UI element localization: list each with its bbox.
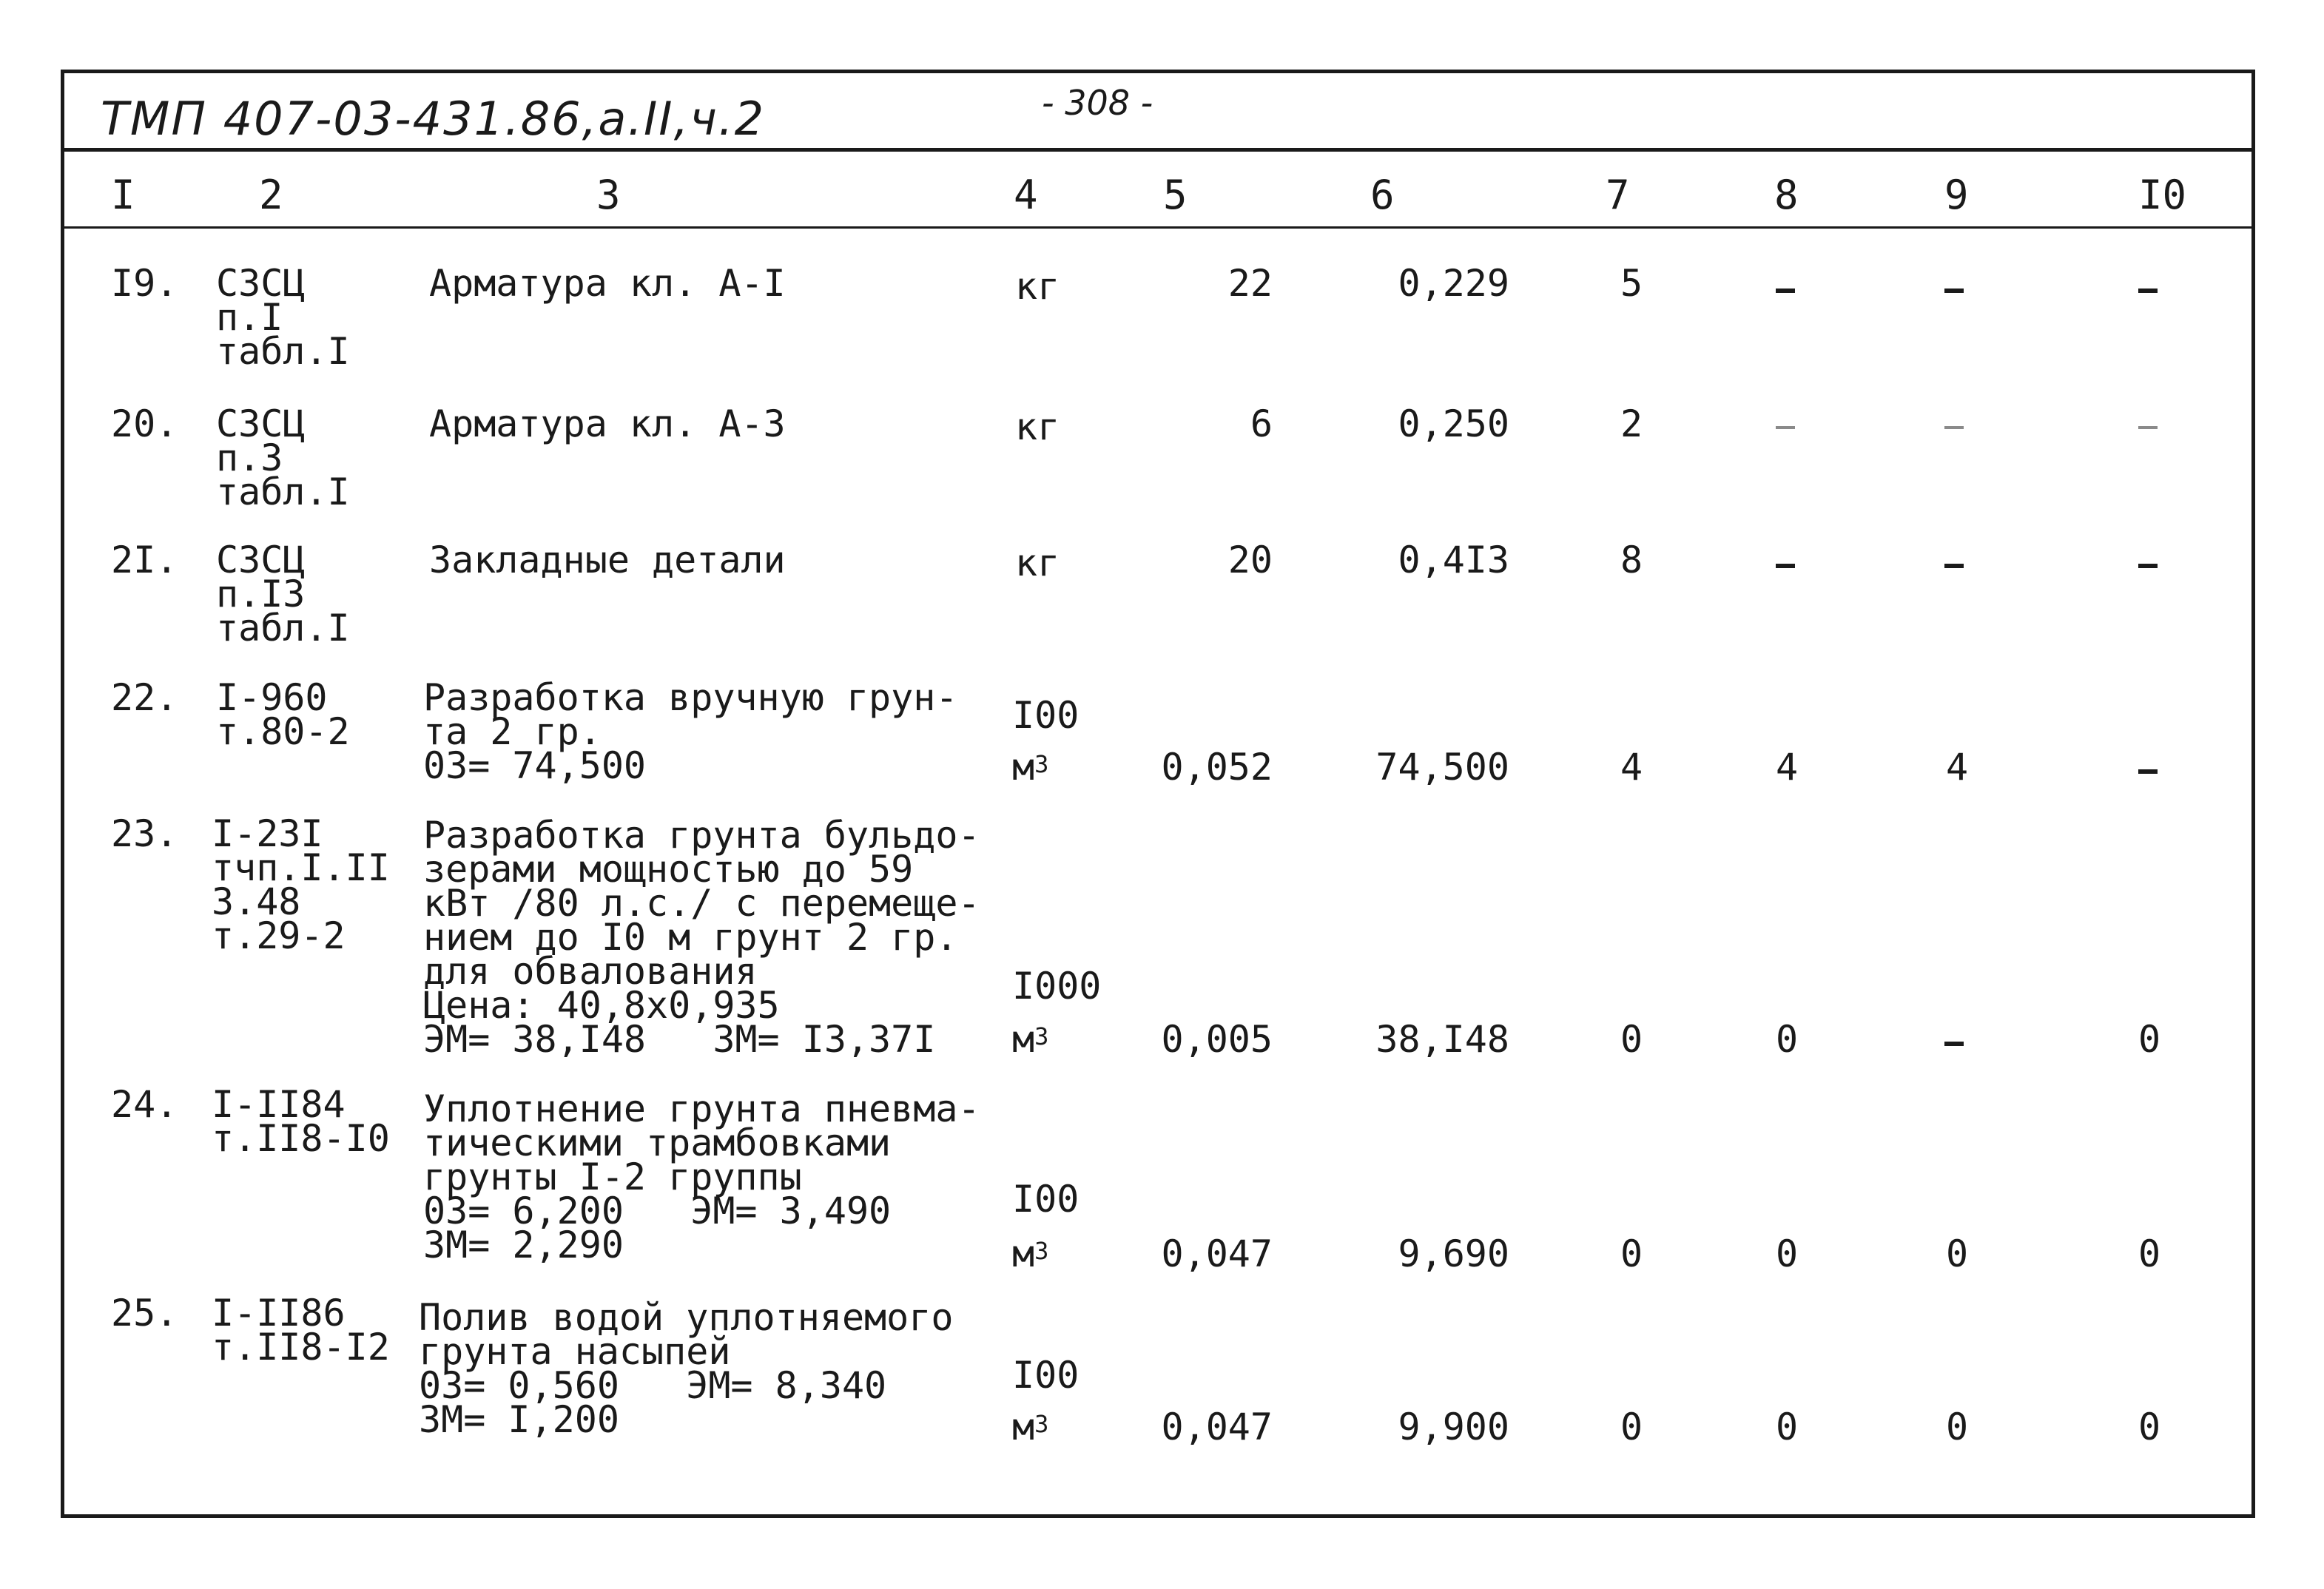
unit: $м^3$ [1012, 1406, 1049, 1448]
row-number: 23. [111, 812, 178, 855]
column-header-10: I0 [2138, 172, 2187, 218]
column-7-value: 0 [1620, 1232, 1643, 1275]
norm-code: СЗСЦ п.3 табл.I [216, 402, 350, 513]
column-10-value: 0 [2138, 1018, 2161, 1061]
column-10-value: 0 [2138, 1232, 2161, 1275]
column-header-2: 2 [259, 172, 283, 218]
empty-dash [1944, 426, 1964, 429]
empty-dash [1776, 426, 1795, 429]
column-10-value: 0 [2138, 1406, 2161, 1448]
column-8-value: 0 [1775, 1232, 1799, 1275]
unit: кг [1015, 405, 1060, 448]
work-description: Уплотнение грунта пневма- тическими трамбовками грунты I-2 группы 03= 6,200 ЭМ= 3,490 ЗМ= 2,290 [423, 1087, 980, 1266]
empty-dash [2138, 769, 2158, 774]
unit-price: 74,500 [1375, 746, 1509, 789]
norm-code: I-960 т.80-2 [216, 676, 350, 753]
header-divider [61, 226, 2255, 229]
column-9-value: 0 [1945, 1232, 1969, 1275]
column-8-value: 4 [1775, 746, 1799, 789]
column-8-value: 0 [1775, 1018, 1799, 1061]
empty-dash [1776, 564, 1795, 568]
unit-price: 9,900 [1398, 1406, 1509, 1448]
unit: $м^3$ [1012, 1232, 1049, 1275]
empty-dash [1776, 289, 1795, 293]
work-description: Арматура кл. А-I [429, 262, 786, 305]
norm-code: I-II84 т.II8-I0 [212, 1083, 390, 1160]
unit-price: 0,229 [1398, 262, 1509, 305]
column-9-value: 4 [1945, 746, 1969, 789]
column-header-4: 4 [1014, 172, 1038, 218]
norm-code: I-II86 т.II8-I2 [212, 1292, 390, 1369]
page-number: - 308 - [1042, 83, 1153, 123]
column-7-value: 8 [1620, 539, 1643, 581]
document-code: ТМП 407-03-431.86,а.II,ч.2 [101, 92, 766, 146]
column-header-7: 7 [1606, 172, 1630, 218]
empty-dash [2138, 564, 2158, 568]
quantity: 6 [1250, 402, 1273, 445]
unit: $м^3$ [1012, 746, 1049, 789]
row-number: 25. [111, 1292, 178, 1335]
work-description: Полив водой уплотняемого грунта насыпей 03= 0,560 ЭМ= 8,340 ЗМ= I,200 [419, 1296, 954, 1441]
norm-code: СЗСЦ п.I3 табл.I [216, 539, 350, 650]
row-number: 20. [111, 402, 178, 445]
unit-price: 0,250 [1398, 402, 1509, 445]
empty-dash [2138, 289, 2158, 293]
column-7-value: 4 [1620, 746, 1643, 789]
unit-price: 38,I48 [1375, 1018, 1509, 1061]
norm-code: I-23I тчп.I.II 3.48 т.29-2 [212, 812, 390, 957]
quantity: 0,047 [1161, 1232, 1273, 1275]
column-7-value: 2 [1620, 402, 1643, 445]
row-number: 24. [111, 1083, 178, 1126]
unit: кг [1015, 265, 1060, 308]
unit-price: 0,4I3 [1398, 539, 1509, 581]
column-7-value: 0 [1620, 1018, 1643, 1061]
work-description: Разработка грунта бульдо- зерами мощностью до 59 кВт /80 л.с./ с перемеще- нием до I0 м грунт 2 гр. для обвалования Цена: 40,8х0,935 ЭМ= 38,I48 ЗМ= I3,37I [423, 814, 980, 1061]
unit-multiplier: I00 [1012, 1354, 1080, 1397]
column-7-value: 0 [1620, 1406, 1643, 1448]
empty-dash [2138, 426, 2158, 429]
row-number: I9. [111, 262, 178, 305]
work-description: Арматура кл. А-3 [429, 402, 786, 445]
row-number: 22. [111, 676, 178, 719]
quantity: 20 [1227, 539, 1273, 581]
quantity: 0,005 [1161, 1018, 1273, 1061]
column-header-9: 9 [1944, 172, 1969, 218]
unit-multiplier: I000 [1012, 965, 1102, 1008]
title-divider [61, 148, 2255, 152]
empty-dash [1944, 564, 1964, 568]
unit-multiplier: I00 [1012, 694, 1080, 737]
column-header-5: 5 [1163, 172, 1188, 218]
unit: кг [1015, 542, 1060, 584]
quantity: 0,052 [1161, 746, 1273, 789]
work-description: Разработка вручную грун- та 2 гр. 03= 74,500 [423, 676, 958, 787]
row-number: 2I. [111, 539, 178, 581]
unit: $м^3$ [1012, 1018, 1049, 1061]
column-9-value: 0 [1945, 1406, 1969, 1448]
column-8-value: 0 [1775, 1406, 1799, 1448]
column-header-1: I [111, 172, 135, 218]
unit-multiplier: I00 [1012, 1178, 1080, 1221]
empty-dash [1944, 1042, 1964, 1046]
quantity: 22 [1227, 262, 1273, 305]
quantity: 0,047 [1161, 1406, 1273, 1448]
unit-price: 9,690 [1398, 1232, 1509, 1275]
empty-dash [1944, 289, 1964, 293]
work-description: Закладные детали [429, 539, 786, 581]
column-header-3: 3 [596, 172, 621, 218]
column-7-value: 5 [1620, 262, 1643, 305]
norm-code: СЗСЦ п.I табл.I [216, 262, 350, 373]
column-header-6: 6 [1370, 172, 1395, 218]
column-header-8: 8 [1774, 172, 1799, 218]
